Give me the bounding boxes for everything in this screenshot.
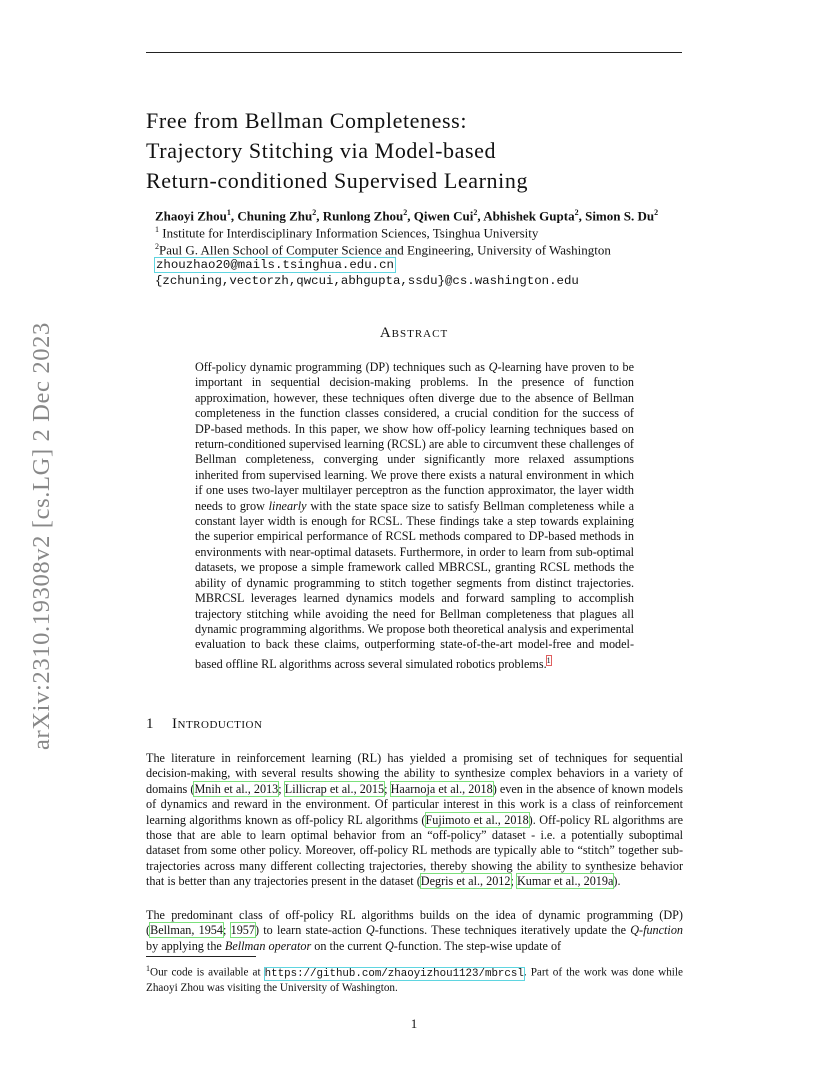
paper-title-line-2: Trajectory Stitching via Model-based bbox=[146, 138, 497, 163]
citation-link[interactable]: Bellman, 1954 bbox=[150, 923, 223, 938]
section-heading-introduction: 1 Introduction bbox=[146, 716, 263, 732]
arxiv-identifier: arXiv:2310.19308v2 [cs.LG] 2 Dec 2023 bbox=[28, 322, 55, 750]
code-url-link[interactable]: https://github.com/zhaoyizhou1123/mbrcsl bbox=[264, 967, 524, 980]
footnote-rule bbox=[146, 956, 256, 957]
page-number: 1 bbox=[410, 1016, 418, 1031]
citation-link[interactable]: Fujimoto et al., 2018 bbox=[425, 812, 529, 827]
abstract-body: Off-policy dynamic programming (DP) techniques such as Q-learning have proven to be important in sequential decision-making problems. In the presence of function approximation, however, these techniques often diverge due to the absence of Bellman completeness in the function classes considered, a crucial condition for the success of DP-based methods. In this paper, we show how off-policy learning techniques based on return-conditioned supervised learning (RCSL) are able to circumvent these challenges of Bellman completeness, converging under significantly more relaxed assumptions inherited from supervised learning. We prove there exists a natural environment in which if one uses two-layer multilayer perceptron as the function approximator, the layer width needs to grow linearly with the state space size to satisfy Bellman completeness while a constant layer width is enough for RCSL. These findings take a step towards explaining the superior empirical performance of RCSL methods compared to DP-based methods in environments with near-optimal datasets. Furthermore, in order to learn from sub-optimal datasets, we propose a simple framework called MBRCSL, granting RCSL methods the ability of dynamic programming to stitch together segments from distinct trajectories. MBRCSL leverages learned dynamics models and forward sampling to accomplish trajectory stitching while avoiding the need for Bellman completeness that plagues all dynamic programming algorithms. We propose both theoretical analysis and experimental evaluation to back these claims, outperforming state-of-the-art model-free and model-based offline RL algorithms across several simulated robotics problems.$^1$ bbox=[195, 360, 634, 671]
author: Runlong Zhou bbox=[322, 208, 404, 224]
affiliation-1: $^1$ Institute for Interdisciplinary Information Sciences, Tsinghua University bbox=[155, 225, 539, 241]
footnote-link[interactable]: 1 bbox=[546, 655, 551, 665]
citation-link[interactable]: Degris et al., 2012 bbox=[420, 874, 511, 889]
affiliation-2: $^2$Paul G. Allen School of Computer Science and Engineering, University of Washington bbox=[155, 242, 611, 258]
top-rule bbox=[146, 52, 682, 53]
author: Chuning Zhu bbox=[237, 208, 313, 224]
citation-link[interactable]: 1957 bbox=[230, 923, 255, 938]
citation-link[interactable]: Haarnoja et al., 2018 bbox=[390, 781, 493, 796]
email-tsinghua[interactable]: zhouzhao20@mails.tsinghua.edu.cn bbox=[156, 258, 394, 272]
intro-paragraph-2: The predominant class of off-policy RL algorithms builds on the idea of dynamic programming (DP) (Bellman, 1954; 1957) to learn state-action Q-functions. These techniques iteratively update the Q-function by applying the Bellman operator on the current Q-function. The step-wise update of bbox=[146, 908, 684, 953]
intro-paragraph-1: The literature in reinforcement learning (RL) has yielded a promising set of techniques for sequential decision-making, with several results showing the ability to synthesize complex behaviors in a variety of domains (Mnih et al., 2013; Lillicrap et al., 2015; Haarnoja et al., 2018) even in the absence of known models of dynamics and reward in the environment. Of particular interest in this work is a class of reinforcement learning algorithms known as off-policy RL algorithms (Fujimoto et al., 2018). Off-policy RL algorithms are those that are able to learn optimal behavior from an “off-policy” dataset - i.e. a potentially suboptimal dataset from some other policy. Moreover, off-policy RL methods are typically able to “stitch” together sub-trajectories across many different collecting trajectories, thereby showing the ability to synthesize behavior that is better than any trajectories present in the dataset (Degris et al., 2012; Kumar et al., 2019a). bbox=[146, 751, 683, 889]
author-list: Zhaoyi Zhou$^1$, Chuning Zhu$^2$, Runlong Zhou$^2$, Qiwen Cui$^2$, Abhishek Gupta$^2$, Simon S. Du$^2$ bbox=[155, 208, 659, 224]
paper-title-line-3: Return-conditioned Supervised Learning bbox=[146, 168, 529, 193]
abstract-heading: Abstract bbox=[379, 325, 449, 341]
email-washington: {zchuning,vectorzh,qwcui,abhgupta,ssdu}@cs.washington.edu bbox=[155, 274, 579, 288]
citation-link[interactable]: Kumar et al., 2019a bbox=[516, 874, 614, 889]
citation-link[interactable]: Lillicrap et al., 2015 bbox=[284, 781, 385, 796]
author: Qiwen Cui bbox=[413, 208, 474, 224]
author: Simon S. Du bbox=[585, 208, 655, 224]
author: Zhaoyi Zhou bbox=[155, 208, 227, 224]
author: Abhishek Gupta bbox=[483, 208, 575, 224]
footnote: $^1$Our code is available at https://github.com/zhaoyizhou1123/mbrcsl. Part of the work was done while Zhaoyi Zhou was visiting the University of Washington. bbox=[146, 964, 683, 994]
paper-title-line-1: Free from Bellman Completeness: bbox=[146, 108, 468, 133]
citation-link[interactable]: Mnih et al., 2013 bbox=[194, 781, 279, 796]
